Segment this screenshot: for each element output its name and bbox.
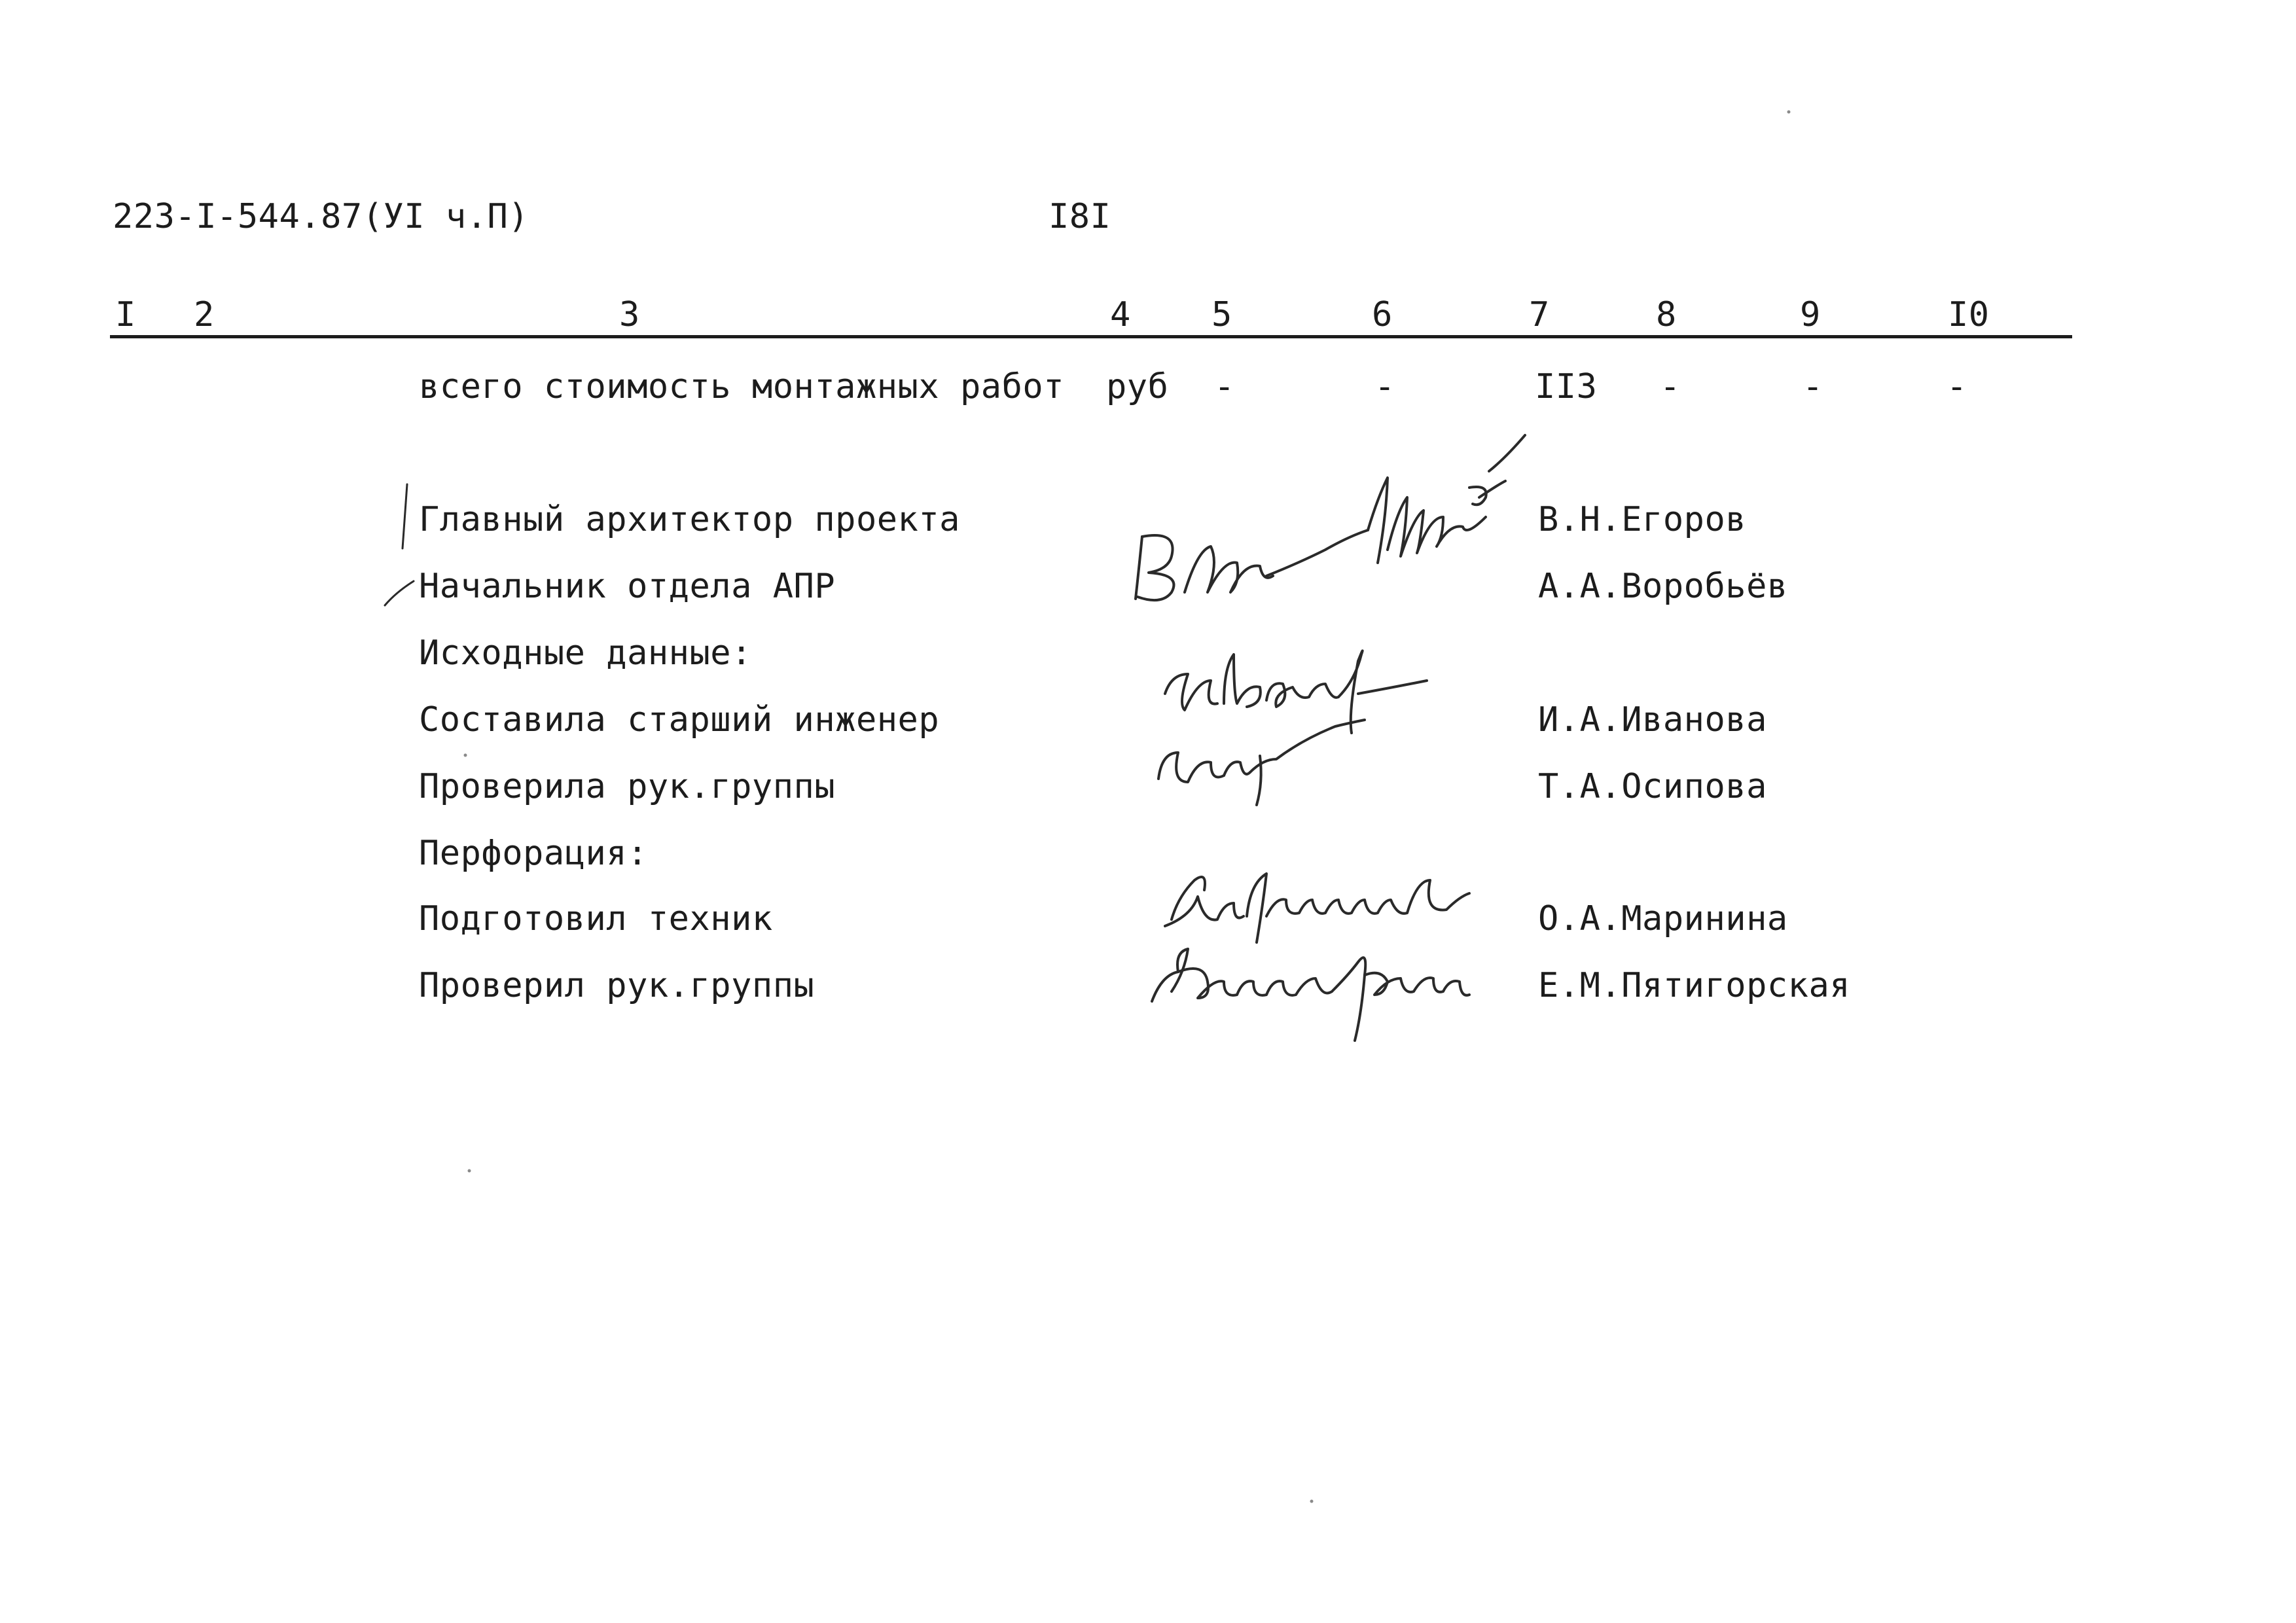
- column-number: I: [115, 295, 136, 334]
- total-label: всего стоимость монтажных работ: [419, 367, 1065, 406]
- signatory-role: Начальник отдела АПР: [419, 567, 836, 606]
- column-number: 3: [619, 295, 640, 334]
- signatory-role: Проверил рук.группы: [419, 966, 815, 1005]
- column-number: 6: [1372, 295, 1393, 334]
- total-col7: II3: [1535, 367, 1598, 406]
- total-col5: -: [1214, 367, 1235, 406]
- column-number: 9: [1800, 295, 1821, 334]
- total-col6: -: [1374, 367, 1395, 406]
- signatory-row: [0, 569, 2296, 615]
- signatory-row: [0, 966, 2296, 1014]
- signatory-name: Т.А.Осипова: [1538, 767, 1767, 806]
- signatory-name: О.А.Маринина: [1538, 899, 1788, 938]
- scan-speck: [1787, 111, 1791, 114]
- column-number: 5: [1211, 295, 1232, 334]
- signatory-row: [0, 899, 2296, 948]
- signatory-name: И.А.Иванова: [1538, 700, 1767, 740]
- signatory-row: [0, 700, 2296, 749]
- column-number: 2: [194, 295, 215, 334]
- column-number: I0: [1948, 295, 1990, 334]
- signatory-name: Е.М.Пятигорская: [1538, 966, 1851, 1005]
- source-data-label: Исходные данные:: [419, 633, 752, 673]
- signatory-row: [0, 500, 2296, 548]
- scan-speck: [464, 754, 467, 757]
- total-col8: -: [1660, 367, 1681, 406]
- total-col9: -: [1803, 367, 1823, 406]
- signatory-role: Составила старший инженер: [419, 700, 940, 740]
- total-unit: руб: [1106, 367, 1169, 406]
- column-number: 8: [1656, 295, 1677, 334]
- document-code: 223-I-544.87(УI ч.П): [113, 197, 529, 236]
- column-number: 4: [1110, 295, 1131, 334]
- signature-technician: [1152, 874, 1469, 1041]
- signatory-name: А.А.Воробьёв: [1538, 567, 1788, 606]
- signatory-role: Подготовил техник: [419, 899, 773, 938]
- signatory-role: Проверила рук.группы: [419, 767, 836, 806]
- signatory-row: [0, 767, 2296, 815]
- signatory-name: В.Н.Егоров: [1538, 500, 1747, 539]
- page-number: I8I: [1049, 197, 1111, 236]
- column-number: 7: [1529, 295, 1550, 334]
- total-col10: -: [1946, 367, 1967, 406]
- scan-speck: [1310, 1500, 1314, 1503]
- perforation-label: Перфорация:: [419, 834, 648, 873]
- table-header-rule: [110, 335, 2072, 338]
- signatory-role: Главный архитектор проекта: [419, 500, 960, 539]
- scan-speck: [468, 1169, 471, 1173]
